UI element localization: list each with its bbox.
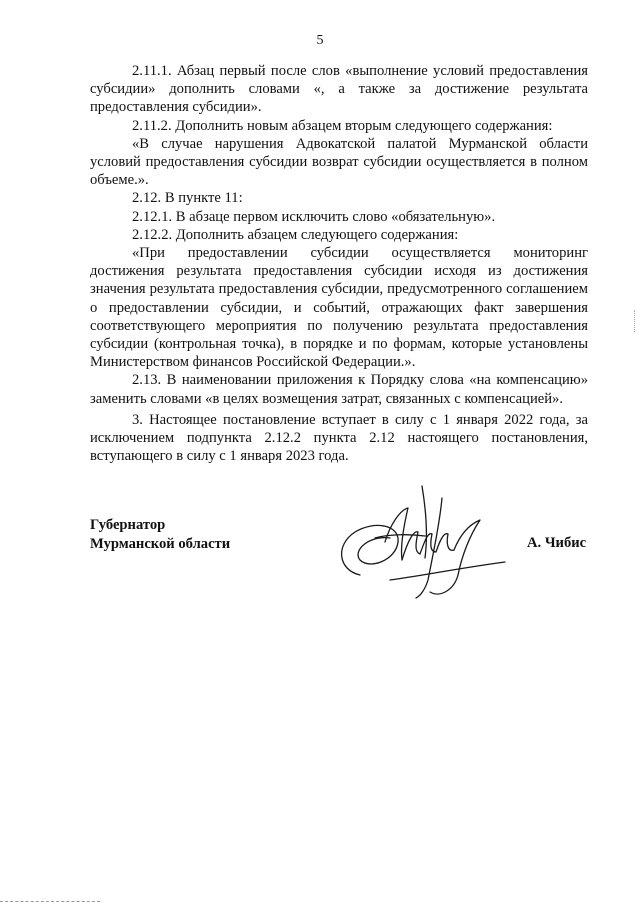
document-body bbox=[90, 62, 588, 465]
bottom-scan-rule bbox=[0, 901, 100, 902]
handwritten-signature bbox=[330, 480, 515, 600]
paragraph-2-12-2: 2.12.2. Дополнить абзацем следующего содержания: bbox=[132, 226, 459, 243]
paragraph-3-effective-date: 3. Настоящее постановление вступает в силу с 1 января 2022 года, за исключением подпункта 2.12.2 пункта 2.12 настоящего постановления, вступающего в силу с 1 января 2023 года. bbox=[90, 411, 588, 465]
signatory-region: Мурманской области bbox=[90, 536, 231, 552]
scan-margin-mark bbox=[634, 310, 637, 332]
signatory-position bbox=[90, 516, 230, 554]
paragraph-2-13: 2.13. В наименовании приложения к Порядку слова «на компенсацию» заменить словами «в целях возмещения затрат, связанных с компенсацией». bbox=[90, 372, 588, 407]
paragraph-quote-violation: «В случае нарушения Адвокатской палатой Мурманской области условий предоставления субсидии возврат субсидии осуществляется в полном объеме.». bbox=[90, 135, 588, 189]
paragraph-2-11-2: 2.11.2. Дополнить новым абзацем вторым следующего содержания: bbox=[132, 117, 553, 134]
signatory-name: А. Чибис bbox=[527, 535, 587, 551]
signatory-title: Губернатор bbox=[90, 517, 166, 533]
page-number: 5 bbox=[316, 33, 324, 48]
paragraph-2-12-1: 2.12.1. В абзаце первом исключить слово «обязательную». bbox=[132, 208, 496, 225]
paragraph-2-11-1: 2.11.1. Абзац первый после слов «выполнение условий предоставления субсидии» дополнить словами «, а также за достижение результата предоставления субсидии». bbox=[90, 63, 588, 116]
paragraph-quote-monitoring: «При предоставлении субсидии осуществляется мониторинг достижения результата предоставления субсидии исходя из достижения значения результата предоставления субсидии, предусмотренного соглашением о предоставлении субсидии, и событий, отражающих факт завершения соответствующего мероприятия по получению результата предоставления субсидии (контрольная точка), в порядке и по формам, которые установлены Министерством финансов Российской Федерации.». bbox=[90, 245, 588, 371]
paragraph-2-12: 2.12. В пункте 11: bbox=[132, 190, 243, 207]
